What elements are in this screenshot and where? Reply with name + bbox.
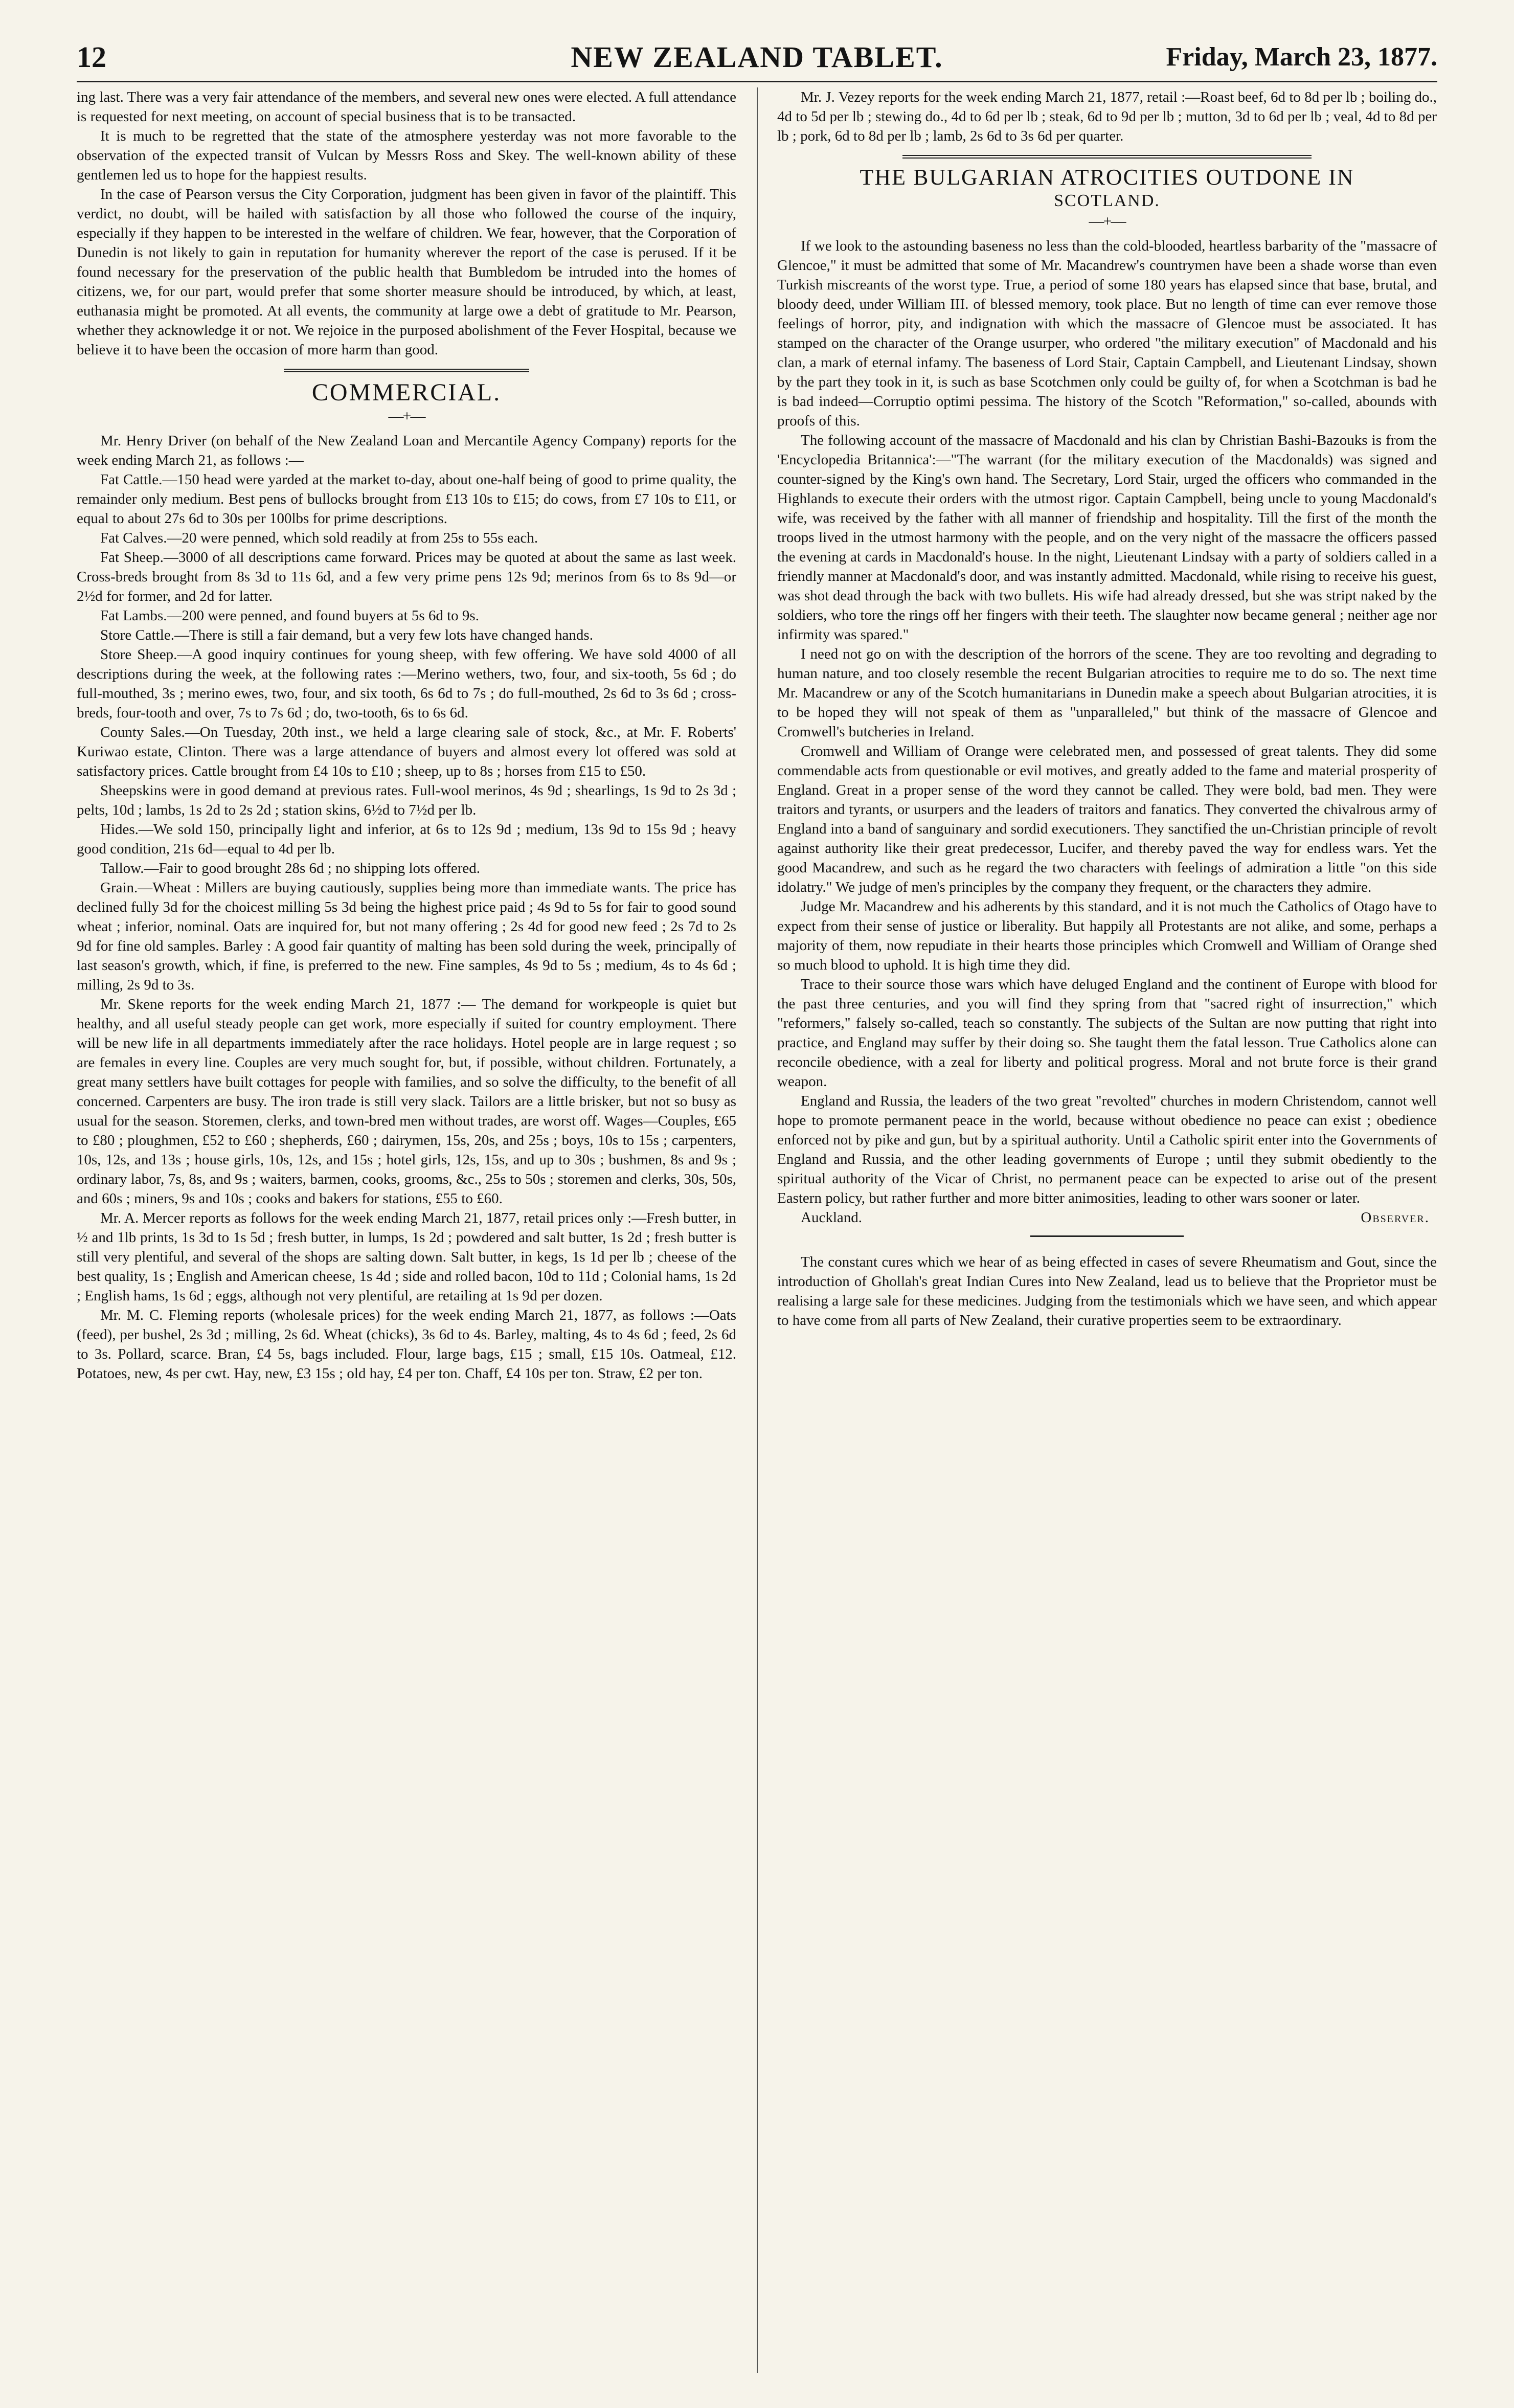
article-signature xyxy=(777,1208,1437,1227)
intro-paragraph: It is much to be regretted that the state of the atmosphere yesterday was not more favorable to the observation of the expected transit of Vulcan by Messrs Ross and Skey. The well-known ability of these gentlemen led us to hope for the happiest results. xyxy=(77,128,736,183)
article-paragraph: I need not go on with the description of the horrors of the scene. They are too revolting and degrading to human nature, and too closely resemble the recent Bulgarian atrocities to require me to do so. The next time Mr. Macandrew or any of the Scotch humanitarians in Dunedin make a speech about Bulgarian atrocities, it is to be hoped they will not speak of them as "unparalleled," but think of the massacre of Glencoe and Cromwell's butcheries in Ireland. xyxy=(777,646,1437,740)
masthead xyxy=(77,36,1437,80)
commercial-paragraph: Fat Cattle.—150 head were yarded at the market to-day, about one-half being of good to prime quality, the remainder only medium. Best pens of bullocks brought from £13 10s to £15; do cows, from £7 10s to £11, or equal to about 27s 6d to 30s per 100lbs for prime descriptions. xyxy=(77,471,736,527)
issue-date: Friday, March 23, 1877. xyxy=(1166,42,1437,72)
commercial-paragraph: Store Cattle.—There is still a fair demand, but a very few lots have changed hands. xyxy=(100,627,593,643)
advert-paragraph: The constant cures which we hear of as being effected in cases of severe Rheumatism and Gout, since the introduction of Ghollah's great Indian Cures into New Zealand, lead us to believe that the Proprietor must be realising a large sale for these medicines. Judging from the testimonials which we have seen, and which appear to have come from all parts of New Zealand, their curative properties seem to be extraordinary. xyxy=(777,1254,1437,1329)
commercial-paragraph: Mr. M. C. Fleming reports (wholesale prices) for the week ending March 21, 1877, as follows :—Oats (feed), per bushel, 2s 3d ; milling, 2s 6d. Wheat (chicks), 3s 6d to 4s. Barley, malting, 4s to 4s 6d ; feed, 2s 6d to 3s. Pollard, scarce. Bran, £4 5s, bags included. Flour, large bags, £15 ; small, £15 10s. Oatmeal, £12. Potatoes, new, 4s per cwt. Hay, new, £3 15s ; old hay, £4 per ton. Chaff, £4 10s per ton. Straw, £2 per ton. xyxy=(77,1307,736,1382)
intro-paragraph: In the case of Pearson versus the City Corporation, judgment has been given in favor of the plaintiff. This verdict, no doubt, will be hailed with satisfaction by all those who followed the course of the inquiry, especially if they happen to be interested in the welfare of children. We fear, however, that the Corporation of Dunedin is not likely to gain in reputation for humanity wherever the report of the case is perused. If it be found necessary for the preservation of the public health that Bumbledom be intruded into the homes of citizens, we, for our part, would prefer that some shorter measure should be introduced, by which, at least, euthanasia might be promoted. At all events, the community at large owe a debt of gratitude to Mr. Pearson, whether they acknowledge it or not. We rejoice in the purposed abolishment of the Fever Hospital, because we believe it to have been the occasion of more harm than good. xyxy=(77,186,736,358)
page-number: 12 xyxy=(77,40,106,74)
short-rule xyxy=(1030,1235,1184,1237)
article-paragraph: England and Russia, the leaders of the two great "revolted" churches in modern Christendom, cannot well hope to promote permanent peace in the world, because without obedience no peace can exist ; obedience enforced not by pike and gun, but by a spiritual authority. Until a Catholic spirit enter into the Governments of England and Russia, and the other leading governments of Europe ; until they submit obediently to the spiritual authority of the Vicar of Christ, no permanent peace can be expected to arise out of the present Eastern policy, but rather further and more bitter animosities, leading to other wars sooner or later. xyxy=(777,1093,1437,1206)
publication-title: NEW ZEALAND TABLET. xyxy=(571,40,943,74)
article-paragraph: If we look to the astounding baseness no less than the cold-blooded, heartless barbarity of the "massacre of Glencoe," it must be admitted that some of Mr. Macandrew's countrymen have been a shade worse than even Turkish miscreants of the worst type. True, a period of some 180 years has elapsed since that base, brutal, and bloody deed, under William III. of blessed memory, took place. But no length of time can ever remove those feelings of horror, pity, and indignation with which the massacre of Glencoe must be associated. It has stamped on the character of the Orange usurper, who ordered "the military execution" of Macdonald and his clan, a mark of eternal infamy. The baseness of Lord Stair, Captain Campbell, and Lieutenant Lindsay, shown by the part they took in it, is such as base Scotchmen only could be guilty of, for when a Scotchman is bad he is bad indeed—Corruptio optimi pessima. The history of the Scotch "Reformation," so-called, abounds with proofs of this. xyxy=(777,238,1437,429)
article-paragraph: The following account of the massacre of Macdonald and his clan by Christian Bashi-Bazouks is from the 'Encyclopedia Britannica':—"The warrant (for the military execution of the Macdonalds) was signed and counter-signed by the King's own hand. The Secretary, Lord Stair, urged the officers who commanded in the Highlands to execute their orders with the utmost rigor. Captain Campbell, being uncle to young Macdonald's wife, was received by the father with all manner of friendship and hospitality. Till the first of the month the troops lived in the utmost harmony with the people, and on the very night of the massacre the officers passed the evening at cards in Macdonald's house. In the night, Lieutenant Lindsay with a party of soldiers called in a friendly manner at Macdonald's door, and was instantly admitted. Macdonald, while rising to receive his guest, was shot dead through the back with two bullets. His wife had already dressed, but she was stript naked by the soldiers, who tore the rings off her fingers with their teeth. The slaughter now became general ; neither age nor infirmity was spared." xyxy=(777,432,1437,643)
commercial-paragraph: Mr. Skene reports for the week ending March 21, 1877 :— The demand for workpeople is quiet but healthy, and all useful steady people can get work, more especially if suited for country employment. There will be new life in all departments immediately after the race holidays. Hotel people are in large request ; so are females in every line. Couples are very much sought for, but, if possible, without children. Fortunately, a great many settlers have built cottages for people with families, and so solve the difficulty, to the benefit of all concerned. Carpenters are busy. The iron trade is still very slack. Tailors are a little brisker, but not so busy as usual for the season. Storemen, clerks, and town-bred men without trades, are worst off. Wages—Couples, £65 to £80 ; ploughmen, £52 to £60 ; shepherds, £60 ; dairymen, 15s, 20s, and 25s ; boys, 10s to 15s ; carpenters, 10s, 12s, and 13s ; house girls, 10s, 12s, and 15s ; hotel girls, 12s, 15s, and up to 30s ; bushmen, 8s and 9s ; ordinary labor, 7s, 8s, and 9s ; waiters, barmen, cooks, grooms, &c., 25s to 50s ; storemen and clerks, 30s, 50s, and 60s ; miners, 9s and 10s ; cooks and bakers for stations, £55 to £60. xyxy=(77,996,736,1207)
commercial-heading: COMMERCIAL. xyxy=(311,379,502,406)
article-paragraph: Trace to their source those wars which have deluged England and the continent of Europe with blood for the past three centuries, and you will find they spring from that "sacred right of insurrection," which "reformers," falsely so-called, teach so constantly. The subjects of the Sultan are now putting that right into practice, and England may suffer by their doing so. She taught them the fatal lesson. True Catholics alone can reconcile obedience, with a zeal for liberty and political progress. Moral and not brute force is their grand weapon. xyxy=(777,976,1437,1090)
columns xyxy=(77,87,1437,2373)
commercial-paragraph: Tallow.—Fair to good brought 28s 6d ; no shipping lots offered. xyxy=(100,860,481,876)
commercial-paragraph: County Sales.—On Tuesday, 20th inst., we held a large clearing sale of stock, &c., at Mr. F. Roberts' Kuriwao estate, Clinton. There was a large attendance of buyers and almost every lot offered was sold at satisfactory prices. Cattle brought from £4 10s to £10 ; sheep, up to 8s ; horses from £15 to £50. xyxy=(77,724,736,779)
commercial-paragraph: Fat Lambs.—200 were penned, and found buyers at 5s 6d to 9s. xyxy=(100,607,479,624)
commercial-paragraph: Mr. A. Mercer reports as follows for the week ending March 21, 1877, retail prices only :—Fresh butter, in ½ and 1lb prints, 1s 3d to 1s 5d ; fresh butter, in lumps, 1s 2d ; powdered and salt butter, 1s 2d ; fresh butter is still very plentiful, and several of the shops are salting down. Salt butter, in kegs, 1s 1d per lb ; cheese of the best quality, 1s ; English and American cheese, 1s 4d ; side and rolled bacon, 10d to 11d ; Colonial hams, 1s 2d ; English hams, 1s 6d ; eggs, although not very plentiful, are retailing at 1s 9d per dozen. xyxy=(77,1210,736,1304)
commercial-paragraph: Hides.—We sold 150, principally light and inferior, at 6s to 12s 9d ; medium, 13s 9d to 15s 9d ; heavy good condition, 21s 6d—equal to 4d per lb. xyxy=(77,821,736,857)
commercial-paragraph: Grain.—Wheat : Millers are buying cautiously, supplies being more than immediate wants. The price has declined fully 3d for the choicest milling 5s 3d being the highest price paid ; 4s 9d to 5s for fair to good sound wheat ; inferior, nominal. Oats are inquired for, but not many offering ; 2s 4d for good new feed ; 2s 7d to 2s 9d for fine old samples. Barley : A good fair quantity of malting has been sold during the week, principally of last season's growth, which, if fine, is preferred to the new. Fine samples, 4s 9d to 5s ; medium, 4s to 4s 6d ; milling, 2s 9d to 3s. xyxy=(77,880,736,993)
commercial-paragraph: Mr. Henry Driver (on behalf of the New Zealand Loan and Mercantile Agency Company) reports for the week ending March 21, as follows :— xyxy=(77,433,736,468)
signature-place: Auckland. xyxy=(801,1209,862,1226)
commercial-paragraph: Sheepskins were in good demand at previous rates. Full-wool merinos, 4s 9d ; shearlings, 1s 9d to 2s 3d ; pelts, 10d ; lambs, 1s 2d to 2s 2d ; station skins, 6½d to 7½d per lb. xyxy=(77,782,736,818)
ornament-divider: —+— xyxy=(1089,213,1125,230)
ornament-divider: —+— xyxy=(388,408,425,424)
article-subheading: SCOTLAND. xyxy=(1054,191,1160,210)
signature-name: Observer. xyxy=(1361,1209,1430,1226)
section-separator xyxy=(284,369,529,372)
commercial-paragraph: Store Sheep.—A good inquiry continues for young sheep, with few offering. We have sold 4000 of all descriptions during the week, at the following rates :—Merino wethers, two, four, and six-tooth, 5s 6d ; do full-mouthed, 3s ; merino ewes, two, four, and six tooth, 6s 6d to 7s ; do full-mouthed, 2s 6d to 3s 6d ; cross-breds, four-tooth and over, 7s to 7s 6d ; do, two-tooth, 6s to 6s 6d. xyxy=(77,646,736,721)
commercial-paragraph: Fat Calves.—20 were penned, which sold readily at from 25s to 55s each. xyxy=(100,530,538,546)
left-column xyxy=(77,87,736,2373)
right-column xyxy=(777,87,1437,2373)
article-paragraph: Cromwell and William of Orange were celebrated men, and possessed of great talents. They did some commendable acts from questionable or evil motives, and greatly added to the fame and material prosperity of England. Great in a proper sense of the word they cannot be called. They were bold, bad men. They were traitors and tyrants, or usurpers and the leaders of traitors and fanatics. They converted the chivalrous army of England into a band of sanguinary and sordid executioners. They sanctified the un-Christian principle of revolt against authority like their great predecessor, Lucifer, and thereby paved the way for endless wars. Yet the good Macandrew, and such as he regard the two characters with feelings of admiration a little "on this side idolatry." We judge of men's principles by the company they frequent, or the characters they admire. xyxy=(777,743,1437,895)
intro-paragraph: ing last. There was a very fair attendance of the members, and several new ones were elected. A full attendance is requested for next meeting, on account of special business that is to be transacted. xyxy=(77,89,736,125)
masthead-rule xyxy=(77,81,1437,82)
vezey-report: Mr. J. Vezey reports for the week ending March 21, 1877, retail :—Roast beef, 6d to 8d per lb ; boiling do., 4d to 5d per lb ; stewing do., 4d to 6d per lb ; steak, 6d to 9d per lb ; mutton, 3d to 6d per lb ; veal, 4d to 8d per lb ; pork, 6d to 8d per lb ; lamb, 2s 6d to 3s 6d per quarter. xyxy=(777,89,1437,144)
section-separator xyxy=(902,155,1312,159)
column-divider xyxy=(757,87,758,2373)
article-paragraph: Judge Mr. Macandrew and his adherents by this standard, and it is not much the Catholics of Otago have to expect from their sense of justice or liberality. But happily all Protestants are not alike, and some, perhaps a majority of them, now repudiate in their hearts those principles which Cromwell and William of Orange shed so much blood to uphold. It is high time they did. xyxy=(777,898,1437,973)
commercial-paragraph: Fat Sheep.—3000 of all descriptions came forward. Prices may be quoted at about the same as last week. Cross-breds brought from 8s 3d to 11s 6d, and a few very prime pens 12s 9d; merinos from 6s to 8s 9d—or 2½d for former, and 2d for latter. xyxy=(77,549,736,604)
article-heading: THE BULGARIAN ATROCITIES OUTDONE IN xyxy=(860,165,1354,190)
